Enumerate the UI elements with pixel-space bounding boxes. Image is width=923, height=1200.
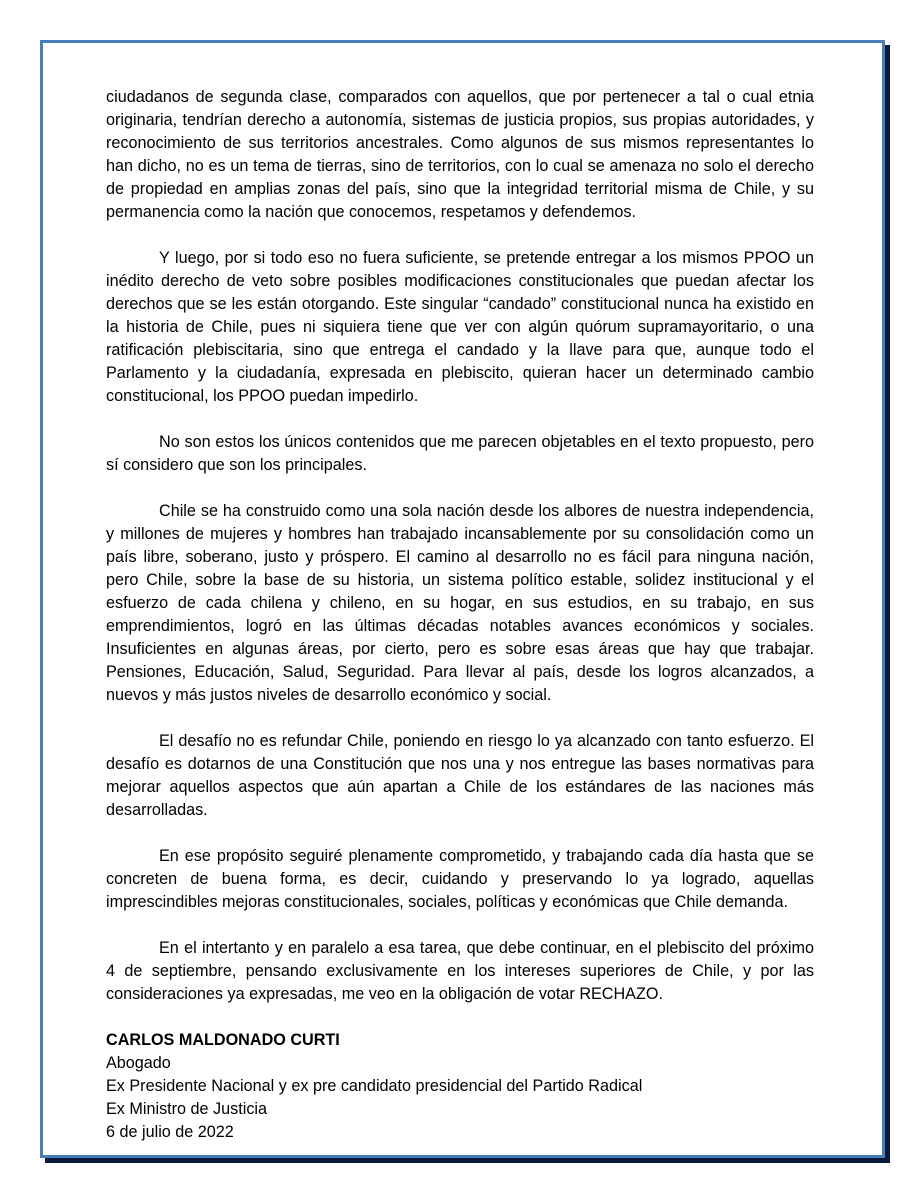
- paragraph-6: En ese propósito seguiré plenamente comprometido, y trabajando cada día hasta que se concreten de buena forma, es decir, cuidando y preservando lo ya logrado, aquellas imprescindibles mejoras constitucionales, sociales, políticas y económicas que Chile demanda.: [106, 847, 814, 911]
- signer-name: CARLOS MALDONADO CURTI: [106, 1031, 340, 1049]
- signer-title-1: Abogado: [106, 1054, 171, 1072]
- signer-title-2: Ex Presidente Nacional y ex pre candidato presidencial del Partido Radical: [106, 1077, 643, 1095]
- paragraph-4: Chile se ha construido como una sola nación desde los albores de nuestra independencia, y millones de mujeres y hombres han trabajado incansablemente por su consolidación como un país libre, soberano, justo y próspero. El camino al desarrollo no es fácil para ninguna nación, pero Chile, sobre la base de su historia, un sistema político estable, solidez institucional y el esfuerzo de cada chilena y chileno, en su hogar, en sus estudios, en su trabajo, en sus emprendimientos, logró en las últimas décadas notables avances económicos y sociales. Insuficientes en algunas áreas, por cierto, pero es sobre esas áreas que hay que trabajar. Pensiones, Educación, Salud, Seguridad. Para llevar al país, desde los logros alcanzados, a nuevos y más justos niveles de desarrollo económico y social.: [106, 502, 814, 704]
- signature-block: [106, 1029, 814, 1144]
- letter-body: [106, 86, 814, 1144]
- signer-title-3: Ex Ministro de Justicia: [106, 1100, 268, 1118]
- paragraph-2: Y luego, por si todo eso no fuera suficiente, se pretende entregar a los mismos PPOO un inédito derecho de veto sobre posibles modificaciones constitucionales que puedan afectar los derechos que se les están otorgando. Este singular “candado” constitucional nunca ha existido en la historia de Chile, pues ni siquiera tiene que ver con algún quórum supramayoritario, o una ratificación plebiscitaria, sino que entrega el candado y la llave para que, aunque todo el Parlamento y la ciudadanía, expresada en plebiscito, quieran hacer un determinado cambio constitucional, los PPOO puedan impedirlo.: [106, 249, 814, 405]
- letter-date: 6 de julio de 2022: [106, 1123, 234, 1141]
- paragraph-3: No son estos los únicos contenidos que me parecen objetables en el texto propuesto, pero sí considero que son los principales.: [106, 433, 814, 474]
- paragraph-5: El desafío no es refundar Chile, poniendo en riesgo lo ya alcanzado con tanto esfuerzo. El desafío es dotarnos de una Constitución que nos una y nos entregue las bases normativas para mejorar aquellos aspectos que aún apartan a Chile de los estándares de las naciones más desarrolladas.: [106, 732, 814, 819]
- paragraph-1: ciudadanos de segunda clase, comparados con aquellos, que por pertenecer a tal o cual etnia originaria, tendrían derecho a autonomía, sistemas de justicia propios, sus propias autoridades, y reconocimiento de sus territorios ancestrales. Como algunos de sus mismos representantes lo han dicho, no es un tema de tierras, sino de territorios, con lo cual se amenaza no solo el derecho de propiedad en amplias zonas del país, sino que la integridad territorial misma de Chile, y su permanencia como la nación que conocemos, respetamos y defendemos.: [106, 88, 814, 221]
- paragraph-7: En el intertanto y en paralelo a esa tarea, que debe continuar, en el plebiscito del próximo 4 de septiembre, pensando exclusivamente en los intereses superiores de Chile, y por las consideraciones ya expresadas, me veo en la obligación de votar RECHAZO.: [106, 939, 814, 1003]
